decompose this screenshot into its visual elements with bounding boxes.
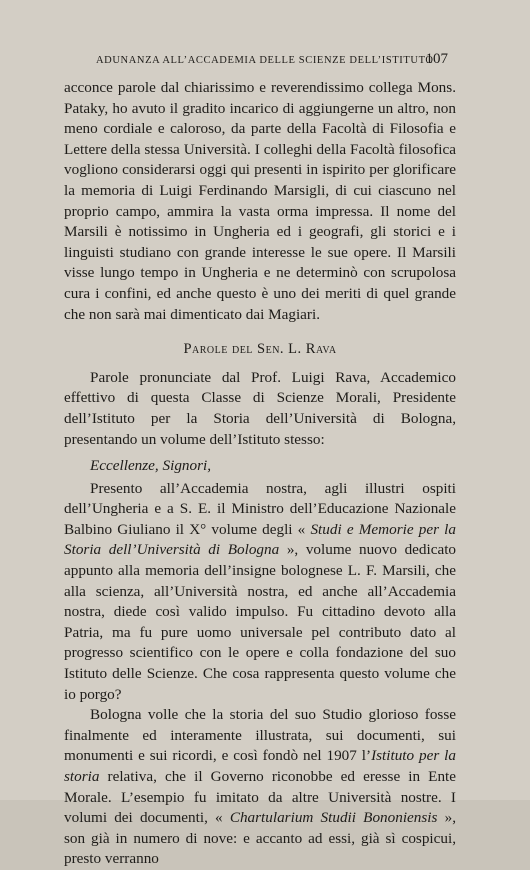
paragraph-text: relativa, che il Governo riconobbe ed eresse in Ente Morale. L’esempio fu imitato da altre Università nostre. I volumi dei documenti, « [64,768,456,827]
paragraph-continuation: acconce parole dal chiarissimo e reverendissimo collega Mons. Pataky, ho avuto il gradito incarico di aggiungerne un altro, non meno cordiale e caloroso, da parte della Facoltà di Filosofia e Lettere della stessa Università. I colleghi della Facoltà filosofica vogliono considerarsi oggi qui presenti in ispirito per glorificare la memoria di Luigi Ferdinando Marsigli, di cui ciascuno nel proprio campo, ammira la vasta orma impressa. Il nome del Marsili è notissimo in Ungheria ed i geografi, gli storici e i linguisti studiano con grande interesse le sue opere. Il Marsili visse lungo tempo in Ungheria e ne determinò con scrupolosa cura i confini, ed anche questo è uno dei meriti di quel grande che non sarà mai dimenticato dai Magiari. [64,79,456,323]
paragraph-history [64,705,456,870]
italic-title: Istituto per la storia [64,747,456,785]
running-title: ADUNANZA ALL’ACCADEMIA DELLE SCIENZE DELL’ISTITUTO [96,55,434,66]
paragraph-introduction: Parole pronunciate dal Prof. Luigi Rava, Accademico effettivo di questa Classe di Scienze Morali, Presidente dell’Istituto per la Storia dell’Università di Bologna, presentando un volume dell’Istituto stesso: [64,368,456,448]
italic-title: Studi e Memorie per la Storia dell’Università di Bologna [64,520,456,559]
salutation: Eccellenze, Signori, [90,457,212,475]
paragraph-text: Bologna volle che la storia del suo Studio glorioso fosse finalmente ed interamente illustrata, sui documenti, sui monumenti e sui ricordi, e così fondò nel 1907 l’ [64,706,456,765]
running-head [66,50,454,72]
paragraph-presentation [64,479,456,706]
paragraph-text: », volume nuovo dedicato appunto alla memoria dell’insigne bolognese L. F. Marsili, che alla scienza, all’Università nostra, ed anche all’Accademia nostra, diede così valido impulso. Fu cittadino devoto alla Patria, ma fu pure uomo universale pel contributo dato al progresso scientifico con le opere e colla fondazione del suo Istituto delle Scienze. Che cosa rappresenta questo volume che io porgo? [64,541,457,703]
page-number: 107 [425,51,448,67]
italic-title: Chartularium Studii Bononiensis [229,809,438,827]
paragraph-text: Presento all’Accademia nostra, agli illustri ospiti dell’Ungheria e a S. E. il Ministro dell’Educazione Nazionale Balbino Giuliano il X° volume degli « [64,479,456,538]
section-heading: Parole del Sen. L. Rava [183,341,337,358]
page-body [64,78,456,870]
paragraph-text: », son già in numero di nove: e accanto ad essi, già sì cospicui, presto verranno [64,809,457,868]
